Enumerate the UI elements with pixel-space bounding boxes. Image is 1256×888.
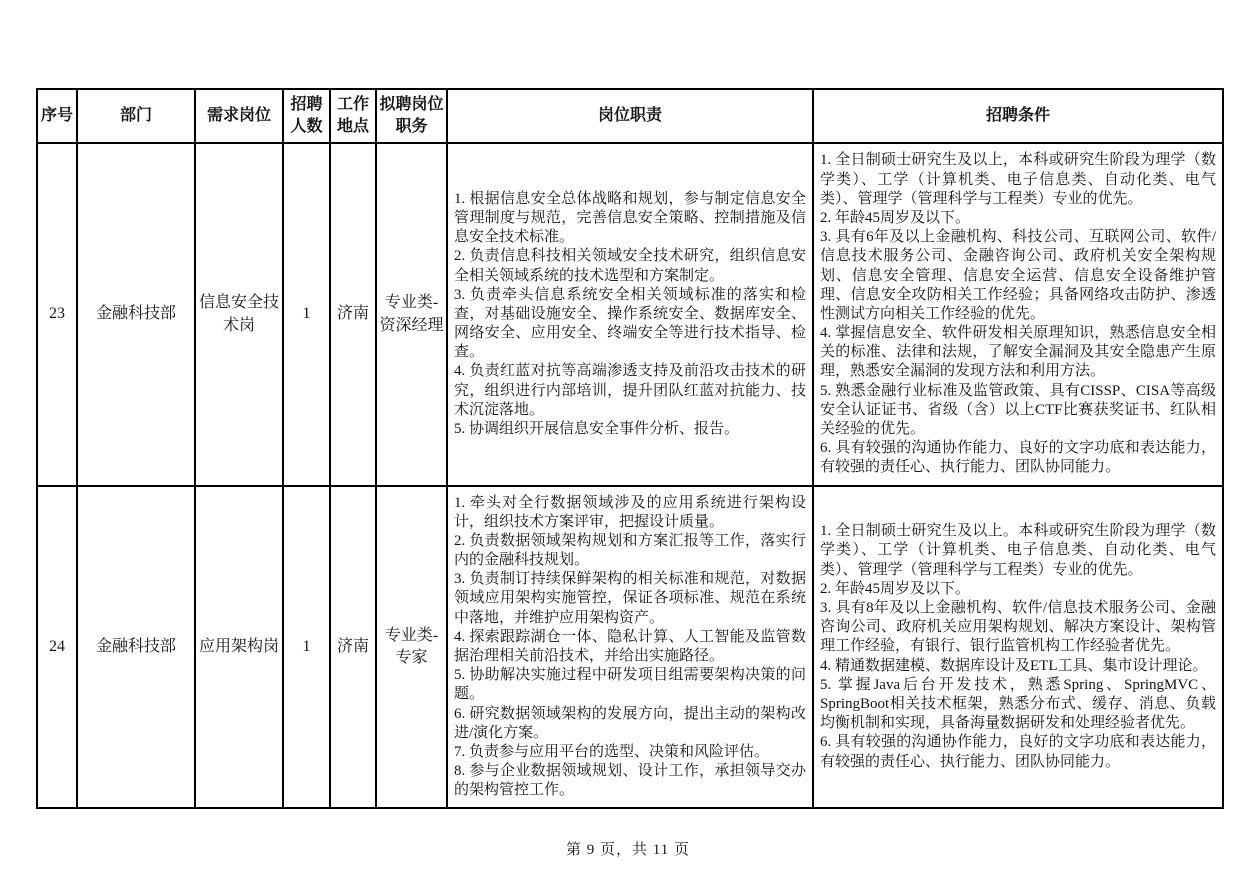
cell-title: 专业类-专家 — [376, 486, 447, 808]
requirements-item: 4. 掌握信息安全、软件研发相关原理知识，熟悉信息安全相关的标准、法律和法规，了解安全漏洞及其安全隐患产生原理，熟悉安全漏洞的发现方法和利用方法。 — [820, 325, 1216, 380]
cell-seq: 24 — [37, 486, 77, 808]
column-header-location: 工作地点 — [330, 89, 376, 143]
column-header-duties: 岗位职责 — [447, 89, 813, 143]
requirements-item: 1. 全日制硕士研究生及以上。本科或研究生阶段为理学（数学类）、工学（计算机类、电子信息类、自动化类、电气类）、管理学（管理科学与工程类）专业的优先。 — [820, 523, 1216, 578]
requirements-item: 1. 全日制硕士研究生及以上，本科或研究生阶段为理学（数学类）、工学（计算机类、电子信息类、自动化类、电气类）、管理学（管理科学与工程类）专业的优先。 — [820, 152, 1216, 207]
column-header-seq: 序号 — [37, 89, 77, 143]
cell-department: 金融科技部 — [77, 486, 195, 808]
table-header-row — [37, 89, 1223, 143]
requirements-item: 6. 具有较强的沟通协作能力、良好的文字功底和表达能力，有较强的责任心、执行能力、团队协同能力。 — [820, 440, 1216, 476]
cell-location: 济南 — [330, 486, 376, 808]
requirements-item: 4. 精通数据建模、数据库设计及ETL工具、集市设计理论。 — [820, 657, 1208, 674]
cell-headcount: 1 — [283, 143, 330, 486]
cell-department: 金融科技部 — [77, 143, 195, 486]
table-row-23 — [37, 143, 1223, 486]
column-header-headcount: 招聘人数 — [283, 89, 330, 143]
recruitment-table — [36, 88, 1224, 809]
requirements-item: 2. 年龄45周岁及以下。 — [820, 580, 971, 597]
cell-headcount: 1 — [283, 486, 330, 808]
requirements-item: 2. 年龄45周岁及以下。 — [820, 209, 971, 226]
column-header-department: 部门 — [77, 89, 195, 143]
cell-duties — [447, 486, 813, 808]
cell-seq: 23 — [37, 143, 77, 486]
page-number: 第 9 页，共 11 页 — [566, 842, 690, 858]
duties-item: 4. 负责红蓝对抗等高端渗透支持及前沿攻击技术的研究，组织进行内部培训，提升团队红蓝对抗能力、技术沉淀落地。 — [454, 363, 806, 418]
duties-item: 3. 负责制订持续保鲜架构的相关标准和规范，对数据领域应用架构实施管控，保证各项标准、规范在系统中落地，并维护应用架构资产。 — [454, 571, 806, 626]
requirements-item: 5. 掌握Java后台开发技术，熟悉Spring、SpringMVC、SpringBoot相关技术框架，熟悉分布式、缓存、消息、负载均衡机制和实现，具备海量数据研发和处理经验者优先。 — [820, 676, 1216, 732]
cell-title: 专业类-资深经理 — [376, 143, 447, 486]
cell-position: 应用架构岗 — [195, 486, 283, 808]
requirements-item: 3. 具有8年及以上金融机构、软件/信息技术服务公司、金融咨询公司、政府机关应用架构规划、解决方案设计、架构管理工作经验，有银行、银行监管机构工作经验者优先。 — [820, 600, 1216, 655]
cell-position: 信息安全技术岗 — [195, 143, 283, 486]
duties-item: 4. 探索跟踪湖仓一体、隐私计算、人工智能及监管数据治理相关前沿技术，并给出实施路径。 — [454, 628, 806, 664]
cell-requirements — [813, 143, 1223, 486]
requirements-item: 5. 熟悉金融行业标准及监管政策、具有CISSP、CISA等高级安全认证证书、省级（含）以上CTF比赛获奖证书、红队相关经验的优先。 — [820, 382, 1216, 438]
cell-requirements — [813, 486, 1223, 808]
duties-item: 6. 研究数据领域架构的发展方向，提出主动的架构改进/演化方案。 — [454, 705, 806, 741]
requirements-item: 6. 具有较强的沟通协作能力，良好的文字功底和表达能力，有较强的责任心、执行能力、团队协同能力。 — [820, 734, 1216, 770]
duties-item: 5. 协助解决实施过程中研发项目组需要架构决策的问题。 — [454, 667, 806, 703]
duties-item: 5. 协调组织开展信息安全事件分析、报告。 — [454, 421, 740, 438]
duties-item: 8. 参与企业数据领域规划、设计工作，承担领导交办的架构管控工作。 — [454, 763, 806, 799]
duties-item: 1. 牵头对全行数据领域涉及的应用系统进行架构设计，组织技术方案评审，把握设计质量。 — [454, 494, 806, 530]
duties-item: 1. 根据信息安全总体战略和规划，参与制定信息安全管理制度与规范，完善信息安全策略、控制措施及信息安全技术标准。 — [454, 190, 806, 246]
requirements-item: 3. 具有6年及以上金融机构、科技公司、互联网公司、软件/信息技术服务公司、金融咨询公司、政府机关安全架构规划、信息安全管理、信息安全运营、信息安全设备维护管理、信息安全攻防相关工作经验；具备网络攻击防护、渗透性测试方向相关工作经验的优先。 — [820, 229, 1216, 322]
duties-item: 2. 负责数据领域架构规划和方案汇报等工作，落实行内的金融科技规划。 — [454, 532, 806, 569]
duties-item: 7. 负责参与应用平台的选型、决策和风险评估。 — [454, 743, 770, 760]
table-row-24 — [37, 486, 1223, 808]
cell-location: 济南 — [330, 143, 376, 486]
duties-item: 3. 负责牵头信息系统安全相关领域标准的落实和检查，对基础设施安全、操作系统安全、数据库安全、网络安全、应用安全、终端安全等进行技术指导、检查。 — [454, 286, 806, 361]
cell-duties — [447, 143, 813, 486]
column-header-position: 需求岗位 — [195, 89, 283, 143]
column-header-title: 拟聘岗位职务 — [376, 89, 447, 143]
duties-item: 2. 负责信息科技相关领域安全技术研究，组织信息安全相关领域系统的技术选型和方案制定。 — [454, 248, 806, 284]
column-header-requirements: 招聘条件 — [813, 89, 1223, 143]
